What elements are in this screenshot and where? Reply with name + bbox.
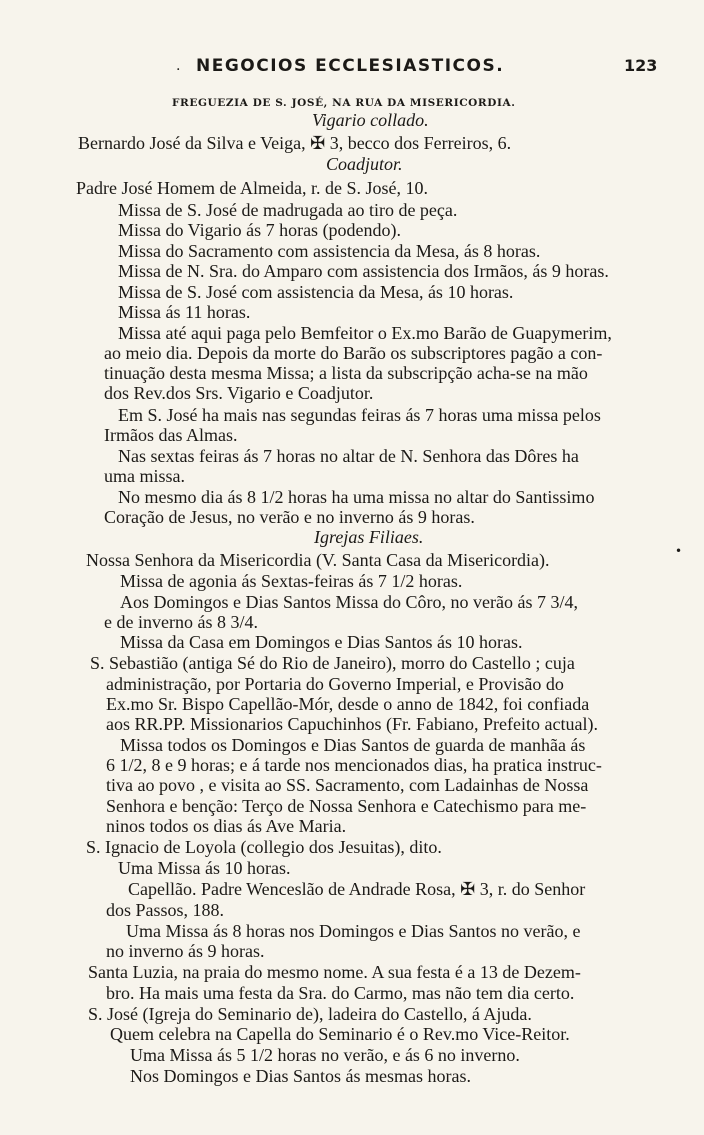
church-line: 6 1/2, 8 e 9 horas; e á tarde nos mencionados dias, ha pratica instruc- xyxy=(106,755,602,775)
church-line: Capellão. Padre Wenceslão de Andrade Rosa, ✠ 3, r. do Senhor xyxy=(128,879,586,899)
church-line: ninos todos os dias ás Ave Maria. xyxy=(106,816,347,836)
church-title: S. José (Igreja do Seminario de), ladeira do Castello, á Ajuda. xyxy=(88,1004,532,1024)
parish-heading: FREGUEZIA DE S. JOSÉ, NA RUA DA MISERICORDIA. xyxy=(172,97,516,109)
church-line: Missa de agonia ás Sextas-feiras ás 7 1/2 horas. xyxy=(120,571,463,591)
church-line: Ex.mo Sr. Bispo Capellão-Mór, desde o anno de 1842, foi confiada xyxy=(106,694,590,714)
margin-dot: • xyxy=(675,544,683,558)
church-line: S. Sebastião (antiga Sé do Rio de Janeiro), morro do Castello ; cuja xyxy=(90,653,575,673)
paragraph-line: dos Rev.dos Srs. Vigario e Coadjutor. xyxy=(104,383,374,403)
missa-line: Missa do Sacramento com assistencia da Mesa, ás 8 horas. xyxy=(118,241,541,261)
church-line: Uma Missa ás 5 1/2 horas no verão, e ás 6 no inverno. xyxy=(130,1045,520,1065)
church-line: tiva ao povo , e visita ao SS. Sacramento, com Ladainhas de Nossa xyxy=(106,775,589,795)
missa-line: Missa de S. José com assistencia da Mesa, ás 10 horas. xyxy=(118,282,514,302)
church-line: Aos Domingos e Dias Santos Missa do Côro, no verão ás 7 3/4, xyxy=(120,592,578,612)
church-line: dos Passos, 188. xyxy=(106,900,225,920)
section-heading-igrejas: Igrejas Filiaes. xyxy=(314,527,424,547)
church-line: Quem celebra na Capella do Seminario é o Rev.mo Vice-Reitor. xyxy=(110,1024,570,1044)
paragraph-line: ao meio dia. Depois da morte do Barão os subscriptores pagão a con- xyxy=(104,343,603,363)
running-title: NEGOCIOS ECCLESIASTICOS. xyxy=(196,56,505,76)
vigario-name-line: Bernardo José da Silva e Veiga, ✠ 3, becco dos Ferreiros, 6. xyxy=(78,133,512,153)
missa-line: Missa do Vigario ás 7 horas (podendo). xyxy=(118,220,402,240)
church-line: Uma Missa ás 8 horas nos Domingos e Dias Santos no verão, e xyxy=(126,921,581,941)
missa-line: Missa de N. Sra. do Amparo com assistencia dos Irmãos, ás 9 horas. xyxy=(118,261,609,281)
missa-line: Missa de S. José de madrugada ao tiro de peça. xyxy=(118,200,458,220)
church-line: Nos Domingos e Dias Santos ás mesmas horas. xyxy=(130,1066,471,1086)
section-heading-vigario: Vigario collado. xyxy=(312,110,429,130)
section-heading-coadjutor: Coadjutor. xyxy=(326,154,403,174)
church-line: no inverno ás 9 horas. xyxy=(106,941,265,961)
church-title: Santa Luzia, na praia do mesmo nome. A sua festa é a 13 de Dezem- xyxy=(88,962,581,982)
church-line: Senhora e benção: Terço de Nossa Senhora e Catechismo para me- xyxy=(106,796,587,816)
paragraph-line: Missa até aqui paga pelo Bemfeitor o Ex.mo Barão de Guapymerim, xyxy=(118,323,612,343)
paragraph-line: uma missa. xyxy=(104,466,185,486)
church-line: Missa todos os Domingos e Dias Santos de guarda de manhãa ás xyxy=(120,735,586,755)
paragraph-line: Irmãos das Almas. xyxy=(104,425,238,445)
church-line: Uma Missa ás 10 horas. xyxy=(118,858,291,878)
church-line: administração, por Portaria do Governo Imperial, e Provisão do xyxy=(106,674,564,694)
paragraph-line: tinuação desta mesma Missa; a lista da subscripção acha-se na mão xyxy=(104,363,588,383)
church-line: Missa da Casa em Domingos e Dias Santos ás 10 horas. xyxy=(120,632,523,652)
church-title: Nossa Senhora da Misericordia (V. Santa Casa da Misericordia). xyxy=(86,550,550,570)
paragraph-line: Nas sextas feiras ás 7 horas no altar de N. Senhora das Dôres ha xyxy=(118,446,579,466)
church-line: e de inverno ás 8 3/4. xyxy=(104,612,258,632)
paragraph-line: Coração de Jesus, no verão e no inverno ás 9 horas. xyxy=(104,507,475,527)
paragraph-line: No mesmo dia ás 8 1/2 horas ha uma missa no altar do Santissimo xyxy=(118,487,595,507)
page-header xyxy=(0,56,704,80)
church-line: bro. Ha mais uma festa da Sra. do Carmo, mas não tem dia certo. xyxy=(106,983,575,1003)
header-mark: . xyxy=(176,58,181,74)
paragraph-line: Em S. José ha mais nas segundas feiras ás 7 horas uma missa pelos xyxy=(118,405,601,425)
page-number: 123 xyxy=(624,56,658,75)
missa-line: Missa ás 11 horas. xyxy=(118,302,251,322)
coadjutor-name-line: Padre José Homem de Almeida, r. de S. José, 10. xyxy=(76,178,428,198)
church-title: S. Ignacio de Loyola (collegio dos Jesuitas), dito. xyxy=(86,837,442,857)
church-line: aos RR.PP. Missionarios Capuchinhos (Fr. Fabiano, Prefeito actual). xyxy=(106,714,598,734)
